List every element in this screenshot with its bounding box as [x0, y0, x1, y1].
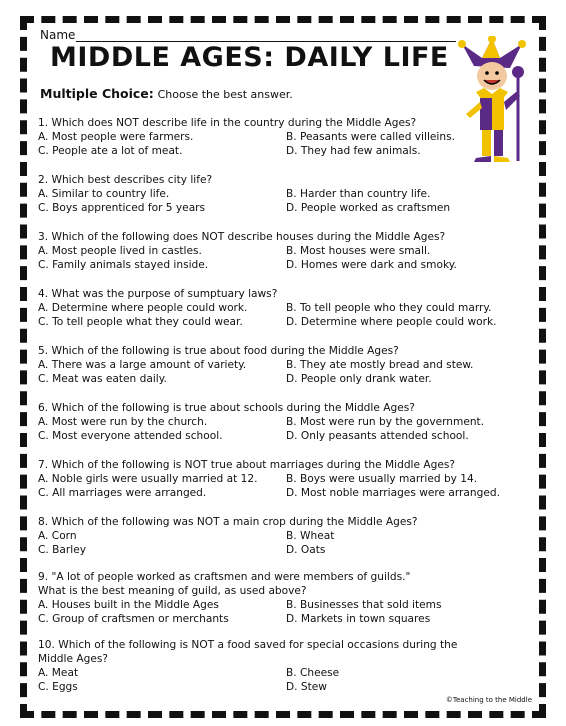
instructions-text: Choose the best answer. [157, 88, 293, 101]
answer-option-c[interactable]: C. People ate a lot of meat. [38, 145, 183, 157]
copyright-footer: ©Teaching to the Middle [445, 696, 532, 704]
answer-option-d[interactable]: D. Only peasants attended school. [286, 430, 469, 442]
answer-row [38, 543, 530, 557]
answer-option-c[interactable]: C. Meat was eaten daily. [38, 373, 167, 385]
instructions [40, 86, 293, 101]
answer-row [38, 612, 530, 626]
question-stem: 5. Which of the following is true about food during the Middle Ages? [38, 345, 399, 357]
answer-option-c[interactable]: C. Most everyone attended school. [38, 430, 223, 442]
answer-option-b[interactable]: B. Boys were usually married by 14. [286, 473, 478, 485]
question-stem-continued: Middle Ages? [38, 653, 108, 665]
answer-row [38, 187, 530, 201]
answer-row [38, 301, 530, 315]
name-label: Name [40, 28, 76, 42]
answer-row [38, 130, 530, 144]
question-5 [38, 344, 530, 386]
answer-option-c[interactable]: C. Family animals stayed inside. [38, 259, 209, 271]
answer-option-a[interactable]: A. Most people lived in castles. [38, 245, 202, 257]
answer-option-a[interactable]: A. Noble girls were usually married at 12. [38, 473, 258, 485]
question-stem: 3. Which of the following does NOT describe houses during the Middle Ages? [38, 231, 446, 243]
answer-option-c[interactable]: C. Group of craftsmen or merchants [38, 613, 229, 625]
question-4 [38, 287, 530, 329]
question-stem: 7. Which of the following is NOT true about marriages during the Middle Ages? [38, 459, 455, 471]
question-stem: 4. What was the purpose of sumptuary laws? [38, 288, 278, 300]
answer-row [38, 598, 530, 612]
answer-row [38, 486, 530, 500]
answer-option-d[interactable]: D. Oats [286, 544, 326, 556]
page-title: MIDDLE AGES: DAILY LIFE [50, 42, 449, 73]
answer-option-a[interactable]: A. Most were run by the church. [38, 416, 208, 428]
answer-row [38, 144, 530, 158]
answer-option-b[interactable]: B. Most houses were small. [286, 245, 431, 257]
question-stem-continued: What is the best meaning of guild, as used above? [38, 585, 307, 597]
answer-option-b[interactable]: B. Businesses that sold items [286, 599, 442, 611]
question-2 [38, 173, 530, 215]
answer-option-d[interactable]: D. Markets in town squares [286, 613, 431, 625]
question-6 [38, 401, 530, 443]
answer-option-d[interactable]: D. People worked as craftsmen [286, 202, 451, 214]
answer-row [38, 201, 530, 215]
answer-option-c[interactable]: C. Barley [38, 544, 86, 556]
answer-option-d[interactable]: D. They had few animals. [286, 145, 421, 157]
answer-option-c[interactable]: C. Boys apprenticed for 5 years [38, 202, 206, 214]
answer-row [38, 258, 530, 272]
question-1 [38, 116, 530, 158]
worksheet [28, 24, 538, 710]
answer-row [38, 415, 530, 429]
answer-row [38, 372, 530, 386]
answer-option-b[interactable]: B. Harder than country life. [286, 188, 431, 200]
answer-option-d[interactable]: D. Homes were dark and smoky. [286, 259, 457, 271]
answer-option-b[interactable]: B. Most were run by the government. [286, 416, 485, 428]
question-stem: 1. Which does NOT describe life in the country during the Middle Ages? [38, 117, 417, 129]
instructions-heading: Multiple Choice: [40, 86, 154, 101]
answer-option-d[interactable]: D. Stew [286, 681, 327, 693]
answer-option-b[interactable]: B. They ate mostly bread and stew. [286, 359, 474, 371]
answer-option-c[interactable]: C. Eggs [38, 681, 78, 693]
answer-row [38, 315, 530, 329]
question-stem: 8. Which of the following was NOT a main crop during the Middle Ages? [38, 516, 418, 528]
answer-option-d[interactable]: D. Most noble marriages were arranged. [286, 487, 500, 499]
answer-row [38, 680, 530, 694]
answer-option-a[interactable]: A. Determine where people could work. [38, 302, 248, 314]
answer-option-a[interactable]: A. There was a large amount of variety. [38, 359, 247, 371]
answer-row [38, 666, 530, 680]
answer-option-b[interactable]: B. Cheese [286, 667, 340, 679]
answer-option-c[interactable]: C. All marriages were arranged. [38, 487, 207, 499]
answer-row [38, 472, 530, 486]
answer-row [38, 358, 530, 372]
question-stem: 10. Which of the following is NOT a food saved for special occasions during the [38, 639, 458, 651]
question-10 [38, 638, 530, 694]
answer-option-d[interactable]: D. Determine where people could work. [286, 316, 497, 328]
question-3 [38, 230, 530, 272]
answer-option-a[interactable]: A. Similar to country life. [38, 188, 170, 200]
answer-row [38, 429, 530, 443]
answer-option-a[interactable]: A. Corn [38, 530, 77, 542]
answer-option-a[interactable]: A. Most people were farmers. [38, 131, 194, 143]
answer-option-a[interactable]: A. Meat [38, 667, 79, 679]
answer-option-b[interactable]: B. To tell people who they could marry. [286, 302, 492, 314]
question-stem: 6. Which of the following is true about schools during the Middle Ages? [38, 402, 415, 414]
answer-option-b[interactable]: B. Peasants were called villeins. [286, 131, 455, 143]
answer-option-c[interactable]: C. To tell people what they could wear. [38, 316, 243, 328]
question-7 [38, 458, 530, 500]
answer-option-b[interactable]: B. Wheat [286, 530, 335, 542]
question-8 [38, 515, 530, 557]
question-stem: 9. "A lot of people worked as craftsmen and were members of guilds." [38, 571, 411, 583]
answer-option-a[interactable]: A. Houses built in the Middle Ages [38, 599, 219, 611]
answer-option-d[interactable]: D. People only drank water. [286, 373, 432, 385]
question-stem: 2. Which best describes city life? [38, 174, 213, 186]
answer-row [38, 244, 530, 258]
answer-row [38, 529, 530, 543]
question-9 [38, 570, 530, 626]
